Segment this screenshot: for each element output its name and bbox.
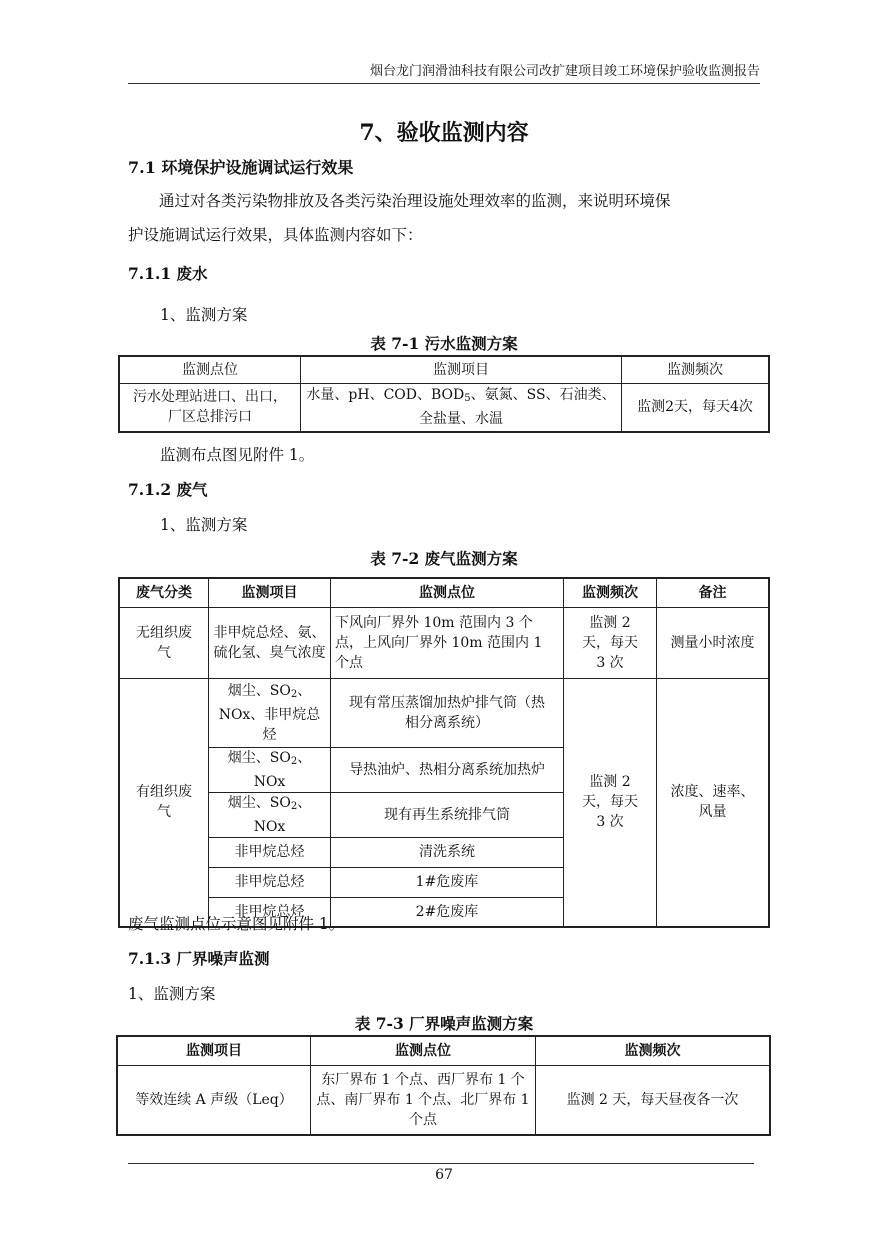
col-header-items: 监测项目 [209,578,331,607]
table-row [117,1065,770,1135]
section-7-1-3-heading: 7.1.3 厂界噪声监测 [128,949,270,968]
col-header-remark: 备注 [657,578,770,607]
col-header-frequency: 监测频次 [564,578,657,607]
section-7-1-2-heading: 7.1.2 废气 [128,480,208,499]
cell-point: 东厂界布 1 个点、西厂界布 1 个点、南厂界布 1 个点、北厂界布 1 个点 [311,1065,536,1135]
cell-point: 导热油炉、热相分离系统加热炉 [331,747,564,792]
section-7-1-1-heading: 7.1.1 废水 [128,264,208,283]
cell-items: 非甲烷总烃 [209,897,331,927]
cell-category: 有组织废气 [119,678,209,927]
intro-line-1: 通过对各类污染物排放及各类污染治理设施处理效率的监测，来说明环境保 [159,192,671,210]
cell-point: 下风向厂界外 10m 范围内 3 个点，上风向厂界外 10m 范围内 1 个点 [331,607,564,678]
cell-point: 1#危废库 [331,867,564,897]
col-header-category: 废气分类 [119,578,209,607]
cell-items [209,792,331,837]
wastewater-note: 监测布点图见附件 1。 [160,446,315,464]
table-row [119,607,769,678]
items-text-a: 水量、pH、COD、BOD [306,387,465,404]
col-header-items: 监测项目 [117,1036,311,1065]
cell-items: 非甲烷总烃、氨、硫化氢、臭气浓度 [209,607,331,678]
item-text-a: 烟尘、SO [227,794,291,811]
table-7-1-caption: 表 7-1 污水监测方案 [370,334,518,353]
table-7-2-caption: 表 7-2 废气监测方案 [370,549,518,568]
noise-table [116,1035,771,1136]
cell-point: 清洗系统 [331,837,564,867]
cell-items: 非甲烷总烃 [209,867,331,897]
item-text-b: 、NOx [253,794,312,835]
table-7-3-caption: 表 7-3 厂界噪声监测方案 [354,1014,534,1033]
footer-rule [128,1163,754,1164]
section-7-1-heading: 7.1 环境保护设施调试运行效果 [128,158,354,177]
cell-remark: 浓度、速率、风量 [657,678,770,927]
cell-frequency: 监测 2 天，每天 3 次 [564,678,657,927]
col-header-point: 监测点位 [119,356,301,383]
cell-point: 2#危废库 [331,897,564,927]
cell-point-line2: 厂区总排污口 [168,409,252,426]
col-header-point: 监测点位 [311,1036,536,1065]
cell-items-line1 [305,385,617,409]
cell-items-line2: 全盐量、水温 [419,411,503,428]
header-rule [128,83,760,84]
cell-point: 现有再生系统排气筒 [331,792,564,837]
item-text-b: 、NOx、非甲烷总烃 [218,682,321,743]
exhaust-table [118,577,770,928]
cell-items [301,383,622,432]
item-sub: 2 [290,688,298,700]
col-header-frequency: 监测频次 [622,356,770,383]
cell-remark: 测量小时浓度 [657,607,770,678]
table-row [119,678,769,747]
items-sub: 5 [464,393,471,405]
page-header: 烟台龙门润滑油科技有限公司改扩建项目竣工环境保护验收监测报告 [369,64,760,79]
item-text-a: 烟尘、SO [227,682,291,699]
items-text-b: 、氨氮、SS、石油类、 [470,387,616,404]
cell-items [209,678,331,747]
cell-point-line1: 污水处理站进口、出口， [133,389,287,406]
cell-category: 无组织废气 [119,607,209,678]
page-number: 67 [435,1167,453,1183]
col-header-point: 监测点位 [331,578,564,607]
wastewater-table [118,355,770,433]
item-sub: 2 [290,800,298,812]
intro-paragraph [128,184,760,252]
cell-items: 非甲烷总烃 [209,837,331,867]
cell-frequency: 监测2天，每天4次 [622,383,770,432]
noise-plan-label: 1、监测方案 [128,985,216,1003]
cell-items [209,747,331,792]
cell-point: 现有常压蒸馏加热炉排气筒（热相分离系统） [331,678,564,747]
chapter-title: 7、验收监测内容 [359,120,529,146]
wastewater-plan-label: 1、监测方案 [160,306,248,324]
cell-items: 等效连续 A 声级（Leq） [117,1065,311,1135]
exhaust-plan-label: 1、监测方案 [160,516,248,534]
item-text-b: 、NOx [253,749,312,790]
item-text-a: 烟尘、SO [227,749,291,766]
col-header-items: 监测项目 [301,356,622,383]
cell-frequency: 监测 2 天，每天昼夜各一次 [536,1065,771,1135]
table-row [119,383,769,432]
intro-line-2: 护设施调试运行效果，具体监测内容如下： [128,226,423,244]
cell-frequency: 监测 2 天，每天 3 次 [564,607,657,678]
exhaust-note: 废气监测点位示意图见附件 1。 [128,915,345,933]
col-header-frequency: 监测频次 [536,1036,771,1065]
cell-point [119,383,301,432]
item-sub: 2 [290,755,298,767]
